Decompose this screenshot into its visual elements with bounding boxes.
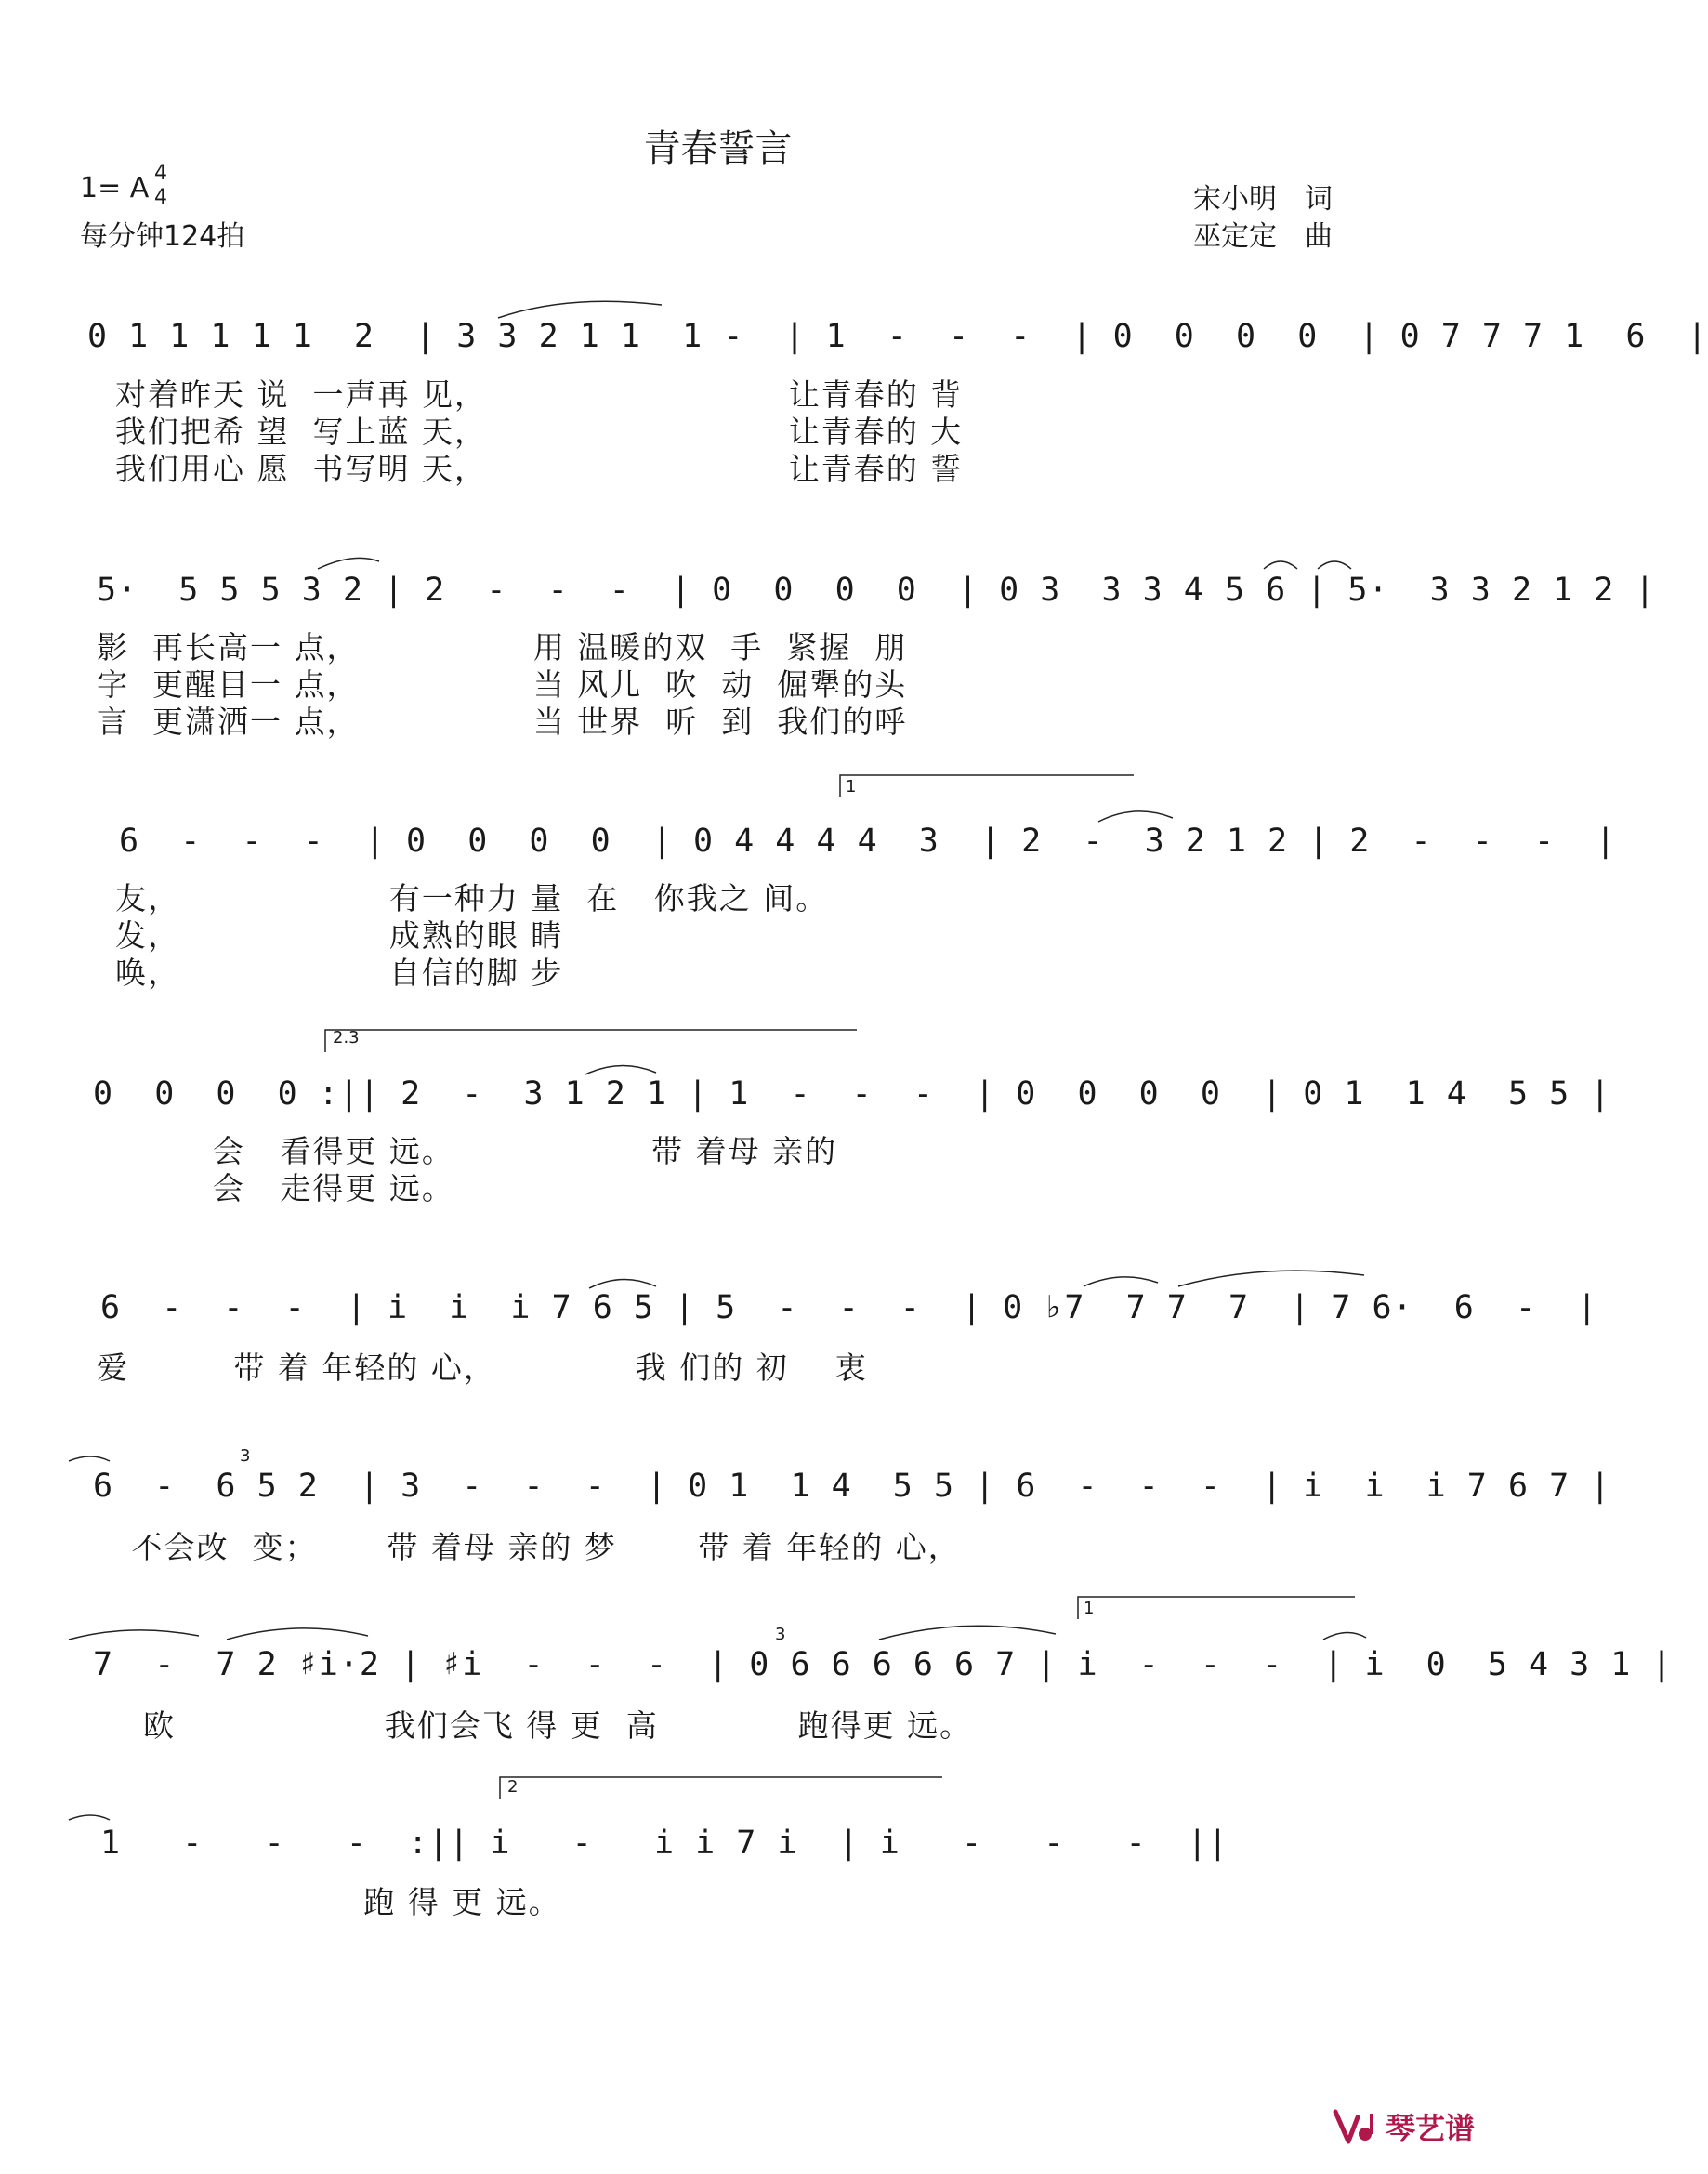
lyric-line-2-2: 字 更醒目一 点， 当 风儿 吹 动 倔犟的头 <box>97 666 908 703</box>
lyric-line-1-1: 对着昨天 说 一声再 见， 让青春的 背 <box>115 376 964 413</box>
volta-label-4: 2 <box>507 1777 519 1797</box>
lyricist-credit: 宋小明 词 <box>1193 183 1333 216</box>
notation-line-8: 1 - - - :|| i - i i 7 i | i - - - || <box>100 1825 1228 1862</box>
slur-13 <box>879 1626 1056 1640</box>
notation-line-4: 0 0 0 0 :|| 2 - 3 1 2 1 | 1 - - - | 0 0 0 0 | 0 1 1 4 5 5 | <box>93 1075 1611 1113</box>
time-signature-bottom: 4 <box>154 186 167 209</box>
music-note-logo-icon <box>1330 2106 1380 2147</box>
triplet-mark-2: 3 <box>775 1625 786 1644</box>
notation-line-2: 5· 5 5 5 3 2 | 2 - - - | 0 0 0 0 | 0 3 3 3 4 5 6 | 5· 3 3 2 1 2 | <box>97 572 1656 609</box>
volta-label-3: 1 <box>1084 1599 1095 1618</box>
triplet-mark-1: 3 <box>240 1446 251 1466</box>
lyric-line-2-3: 言 更潇洒一 点， 当 世界 听 到 我们的呼 <box>97 704 908 740</box>
slur-11 <box>69 1630 199 1640</box>
lyric-line-1-2: 我们把希 望 写上蓝 天， 让青春的 大 <box>115 414 964 450</box>
slur-15 <box>69 1815 110 1820</box>
slur-4 <box>1318 561 1351 569</box>
lyric-line-3-3: 唤， 自信的脚 步 <box>115 955 564 991</box>
lyric-line-3-2: 发， 成熟的眼 睛 <box>115 917 564 954</box>
lyric-line-8-1: 跑 得 更 远。 <box>97 1884 561 1920</box>
slur-5 <box>1098 811 1173 822</box>
lyric-line-7-1: 欧 我们会飞 得 更 高 跑得更 远。 <box>97 1707 973 1744</box>
lyric-line-4-2: 会 走得更 远。 <box>97 1170 454 1206</box>
slur-9 <box>1178 1271 1364 1286</box>
slur-1 <box>498 301 662 318</box>
slur-3 <box>1264 561 1297 569</box>
volta-bracket-3 <box>1078 1597 1355 1619</box>
score-title: 青春誓言 <box>643 127 793 170</box>
lyric-line-6-1: 不会改 变； 带 着母 亲的 梦 带 着 年轻的 心， <box>97 1529 961 1565</box>
lyric-line-5-1: 爱 带 着 年轻的 心， 我 们的 初 衷 <box>97 1350 868 1386</box>
lyric-line-1-3: 我们用心 愿 书写明 天， 让青春的 誓 <box>115 451 964 487</box>
lyric-line-3-1: 友， 有一种力 量 在 你我之 间。 <box>115 880 829 916</box>
notation-line-7: 7 - 7 2 ♯i·2 | ♯i - - - | 0 6 6 6 6 6 7 | i - - - | i 0 5 4 3 1 | <box>93 1646 1673 1683</box>
key-signature: 1= A <box>80 172 150 204</box>
notation-line-5: 6 - - - | i i i 7 6 5 | 5 - - - | 0 ♭7 7 7 7 | 7 6· 6 - | <box>100 1289 1598 1326</box>
lyric-line-4-1: 会 看得更 远。 带 着母 亲的 <box>97 1133 838 1169</box>
notation-line-6: 6 - 6 5 2 | 3 - - - | 0 1 1 4 5 5 | 6 - - - | i i i 7 6 7 | <box>93 1468 1611 1505</box>
volta-bracket-2 <box>325 1030 857 1052</box>
watermark-text: 琴艺谱 <box>1385 2111 1475 2146</box>
notation-line-1: 0 1 1 1 1 1 2 | 3 3 2 1 1 1 - | 1 - - - | 0 0 0 0 | 0 7 7 7 1 6 | <box>87 318 1708 355</box>
slur-12 <box>227 1628 368 1640</box>
tempo-marking: 每分钟124拍 <box>80 220 245 253</box>
volta-bracket-1 <box>840 775 1134 797</box>
volta-bracket-4 <box>500 1777 942 1799</box>
slur-14 <box>1323 1632 1366 1640</box>
composer-credit: 巫定定 曲 <box>1193 220 1333 253</box>
slur-2 <box>318 558 379 569</box>
slur-10 <box>69 1456 110 1461</box>
volta-label-2: 2.3 <box>333 1028 360 1047</box>
time-signature-top: 4 <box>154 162 167 185</box>
watermark-logo <box>1330 2105 1475 2148</box>
slur-6 <box>585 1065 656 1074</box>
slur-7 <box>589 1279 656 1288</box>
slur-8 <box>1084 1277 1158 1286</box>
volta-label-1: 1 <box>846 777 857 797</box>
lyric-line-2-1: 影 再长高一 点， 用 温暖的双 手 紧握 朋 <box>97 629 908 665</box>
notation-line-3: 6 - - - | 0 0 0 0 | 0 4 4 4 4 3 | 2 - 3 2 1 2 | 2 - - - | <box>119 823 1617 860</box>
